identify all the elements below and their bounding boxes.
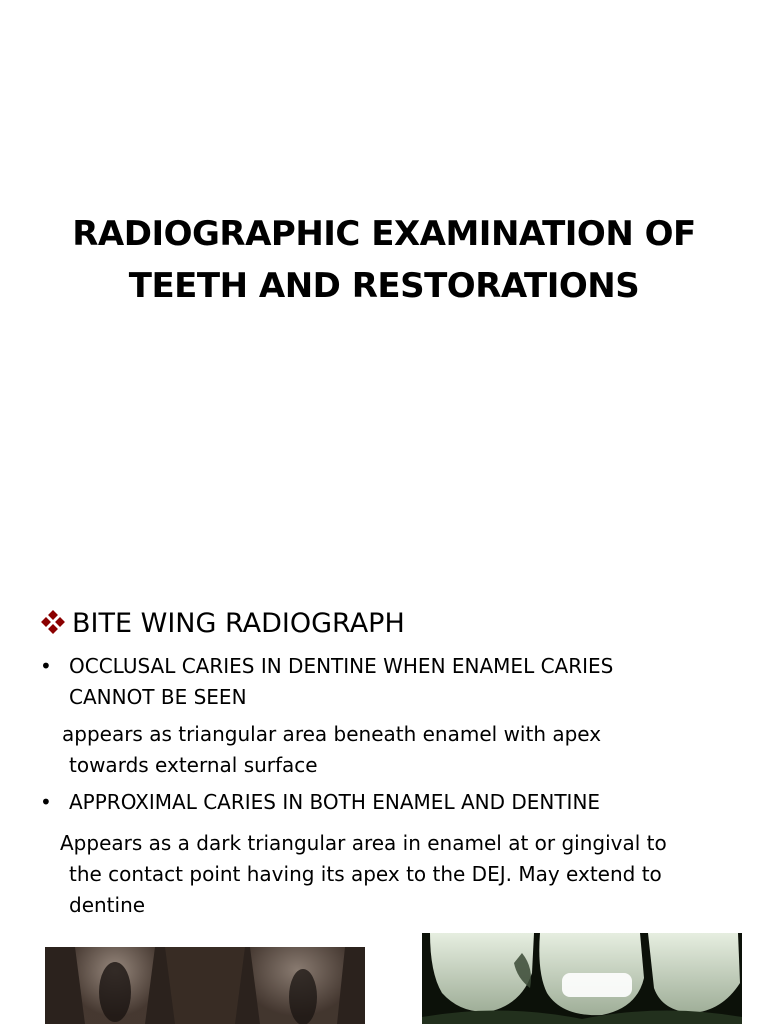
bullet-text-line: APPROXIMAL CARIES IN BOTH ENAMEL AND DENTINE	[69, 790, 601, 814]
note-paragraph	[60, 828, 667, 921]
radiograph-right-drawing	[422, 933, 742, 1024]
bullet-text-line: CANNOT BE SEEN	[69, 685, 247, 709]
page-title	[0, 208, 768, 312]
bullet-text	[69, 787, 689, 818]
note-line: dentine	[69, 893, 146, 917]
note-paragraph	[62, 719, 601, 781]
note-line: the contact point having its apex to the DEJ. May extend to	[69, 862, 662, 886]
note-line: Appears as a dark triangular area in enamel at or gingival to	[60, 831, 667, 855]
bullet-text	[69, 651, 689, 713]
bullet-icon: •	[40, 654, 52, 678]
bitewing-radiograph-image-right	[422, 933, 742, 1024]
bullet-text-line: OCCLUSAL CARIES IN DENTINE WHEN ENAMEL CARIES	[69, 654, 614, 678]
title-line-1: RADIOGRAPHIC EXAMINATION OF	[72, 214, 696, 254]
bitewing-radiograph-image-left	[45, 947, 365, 1024]
section-heading	[40, 604, 405, 644]
title-line-2: TEETH AND RESTORATIONS	[128, 266, 640, 306]
note-line: towards external surface	[69, 753, 318, 777]
radiograph-left-drawing	[45, 947, 365, 1024]
bullet-icon: •	[40, 790, 52, 814]
diamond-bullet-icon	[40, 610, 70, 638]
note-line: appears as triangular area beneath enamel with apex	[62, 722, 602, 746]
section-heading-text: BITE WING RADIOGRAPH	[72, 608, 405, 639]
